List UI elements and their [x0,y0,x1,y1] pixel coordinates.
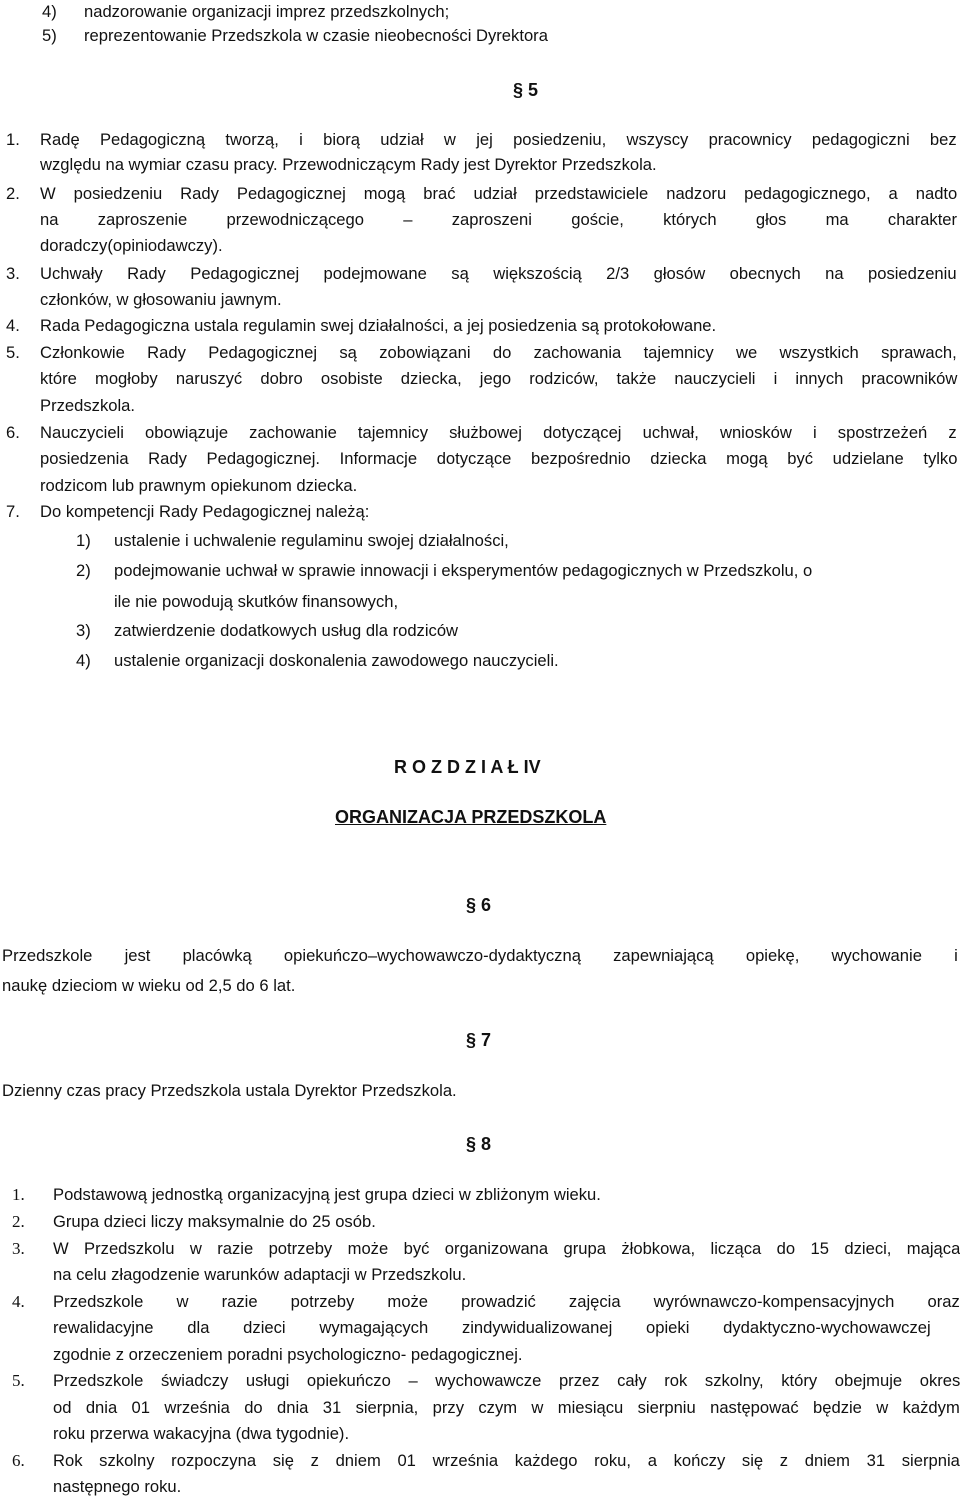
paragraph-line: doradczy(opiniodawczy). [40,236,223,255]
item-number: 5. [6,343,20,362]
item-number: 1. [12,1185,25,1204]
sub-item: ustalenie i uchwalenie regulaminu swojej działalności, [114,531,509,550]
paragraph-line: od dnia 01 września do dnia 31 sierpnia, przy czym w miesiącu sierpniu następować będzie w każdym [53,1398,960,1417]
paragraph-line: Przedszkole świadczy usługi opiekuńczo – wychowawcze przez cały rok szkolny, który obejmuje okres [53,1371,960,1390]
paragraph-line: następnego roku. [53,1477,182,1496]
paragraph-line: Przedszkole w razie potrzeby może prowadzić zajęcia wyrównawczo-kompensacyjnych oraz [53,1292,960,1311]
item-number: 6. [12,1451,25,1470]
paragraph-line: Rok szkolny rozpoczyna się z dniem 01 września każdego roku, a kończy się z dniem 31 sierpnia [53,1451,960,1470]
paragraph-line: W Przedszkolu w razie potrzeby może być organizowana grupa żłobkowa, licząca do 15 dzieci, mająca [53,1239,960,1258]
paragraph-line: na zaproszenie przewodniczącego – zaproszeni goście, których głos ma charakter [40,210,958,229]
paragraph-line: posiedzenia Rady Pedagogicznej. Informacje dotyczące bezpośrednio dziecka mogą być udzielane tylko [40,449,958,468]
sub-item: ile nie powodują skutków finansowych, [114,592,399,611]
paragraph-line: członków, w głosowaniu jawnym. [40,290,282,309]
paragraph-line: rewalidacyjne dla dzieci wymagających zindywidualizowanej opieki dydaktyczno-wychowawczej [53,1318,931,1337]
paragraph-line: roku przerwa wakacyjna (dwa tygodnie). [53,1424,350,1443]
paragraph-line: Do kompetencji Rady Pedagogicznej należą: [40,502,370,521]
sub-item-number: 3) [76,621,91,640]
sub-item-number: 2) [76,561,91,580]
sub-item: ustalenie organizacji doskonalenia zawodowego nauczycieli. [114,651,559,670]
paragraph-line: Uchwały Rady Pedagogicznej podejmowane są większością 2/3 głosów obecnych na posiedzeniu [40,264,957,283]
sub-item-number: 4) [76,651,91,670]
paragraph-line: Członkowie Rady Pedagogicznej są zobowiązani do zachowania tajemnicy we wszystkich sprawach, [40,343,957,362]
paragraph-line: Przedszkola. [40,396,135,415]
item-number: 1. [6,130,20,149]
chapter-title: ORGANIZACJA PRZEDSZKOLA [335,807,607,827]
item-number: 6. [6,423,20,442]
paragraph-line: które mogłoby naruszyć dobro osobiste dziecka, jego rodziców, także nauczycieli i innych pracowników [40,369,958,388]
list-number: 5) [42,26,57,45]
section-heading-7: § 7 [466,1030,492,1050]
paragraph-line: Dzienny czas pracy Przedszkola ustala Dyrektor Przedszkola. [2,1081,457,1100]
paragraph-line: rodzicom lub prawnym opiekunom dziecka. [40,476,358,495]
item-number: 4. [6,316,20,335]
sub-item: podejmowanie uchwał w sprawie innowacji i eksperymentów pedagogicznych w Przedszkolu, o [114,561,813,580]
paragraph-line: względu na wymiar czasu pracy. Przewodniczącym Rady jest Dyrektor Przedszkola. [40,155,657,174]
paragraph-line: Rada Pedagogiczna ustala regulamin swej działalności, a jej posiedzenia są protokołowane. [40,316,717,335]
list-number: 4) [42,2,57,21]
item-number: 7. [6,502,20,521]
paragraph-line: Grupa dzieci liczy maksymalnie do 25 osób. [53,1212,376,1231]
item-number: 2. [6,184,20,203]
item-number: 5. [12,1371,25,1390]
item-number: 3. [12,1239,25,1258]
paragraph-line: Nauczycieli obowiązuje zachowanie tajemnicy służbowej dotyczącej uchwał, wniosków i spostrzeżeń z [40,423,957,442]
item-number: 4. [12,1292,25,1311]
paragraph-line: zgodnie z orzeczeniem poradni psychologiczno- pedagogicznej. [53,1345,523,1364]
paragraph-line: Przedszkole jest placówką opiekuńczo–wychowawczo-dydaktyczną zapewniającą opiekę, wychowanie i [2,946,958,965]
section-heading-5: § 5 [513,80,539,100]
paragraph-line: na celu złagodzenie warunków adaptacji w Przedszkolu. [53,1265,467,1284]
paragraph-line: W posiedzeniu Rady Pedagogicznej mogą brać udział przedstawiciele nadzoru pedagogicznego, a nadto [40,184,958,203]
item-number: 3. [6,264,20,283]
paragraph-line: Radę Pedagogiczną tworzą, i biorą udział w jej posiedzeniu, wszyscy pracownicy pedagogiczni bez [40,130,957,149]
list-item: nadzorowanie organizacji imprez przedszkolnych; [84,2,450,21]
chapter-label: R O Z D Z I A Ł IV [394,757,541,777]
list-item: reprezentowanie Przedszkola w czasie nieobecności Dyrektora [84,26,548,45]
sub-item: zatwierdzenie dodatkowych usług dla rodziców [114,621,459,640]
item-number: 2. [12,1212,25,1231]
sub-item-number: 1) [76,531,91,550]
section-heading-6: § 6 [466,895,492,915]
section-heading-8: § 8 [466,1134,492,1154]
paragraph-line: naukę dzieciom w wieku od 2,5 do 6 lat. [2,976,296,995]
paragraph-line: Podstawową jednostką organizacyjną jest grupa dzieci w zbliżonym wieku. [53,1185,601,1204]
